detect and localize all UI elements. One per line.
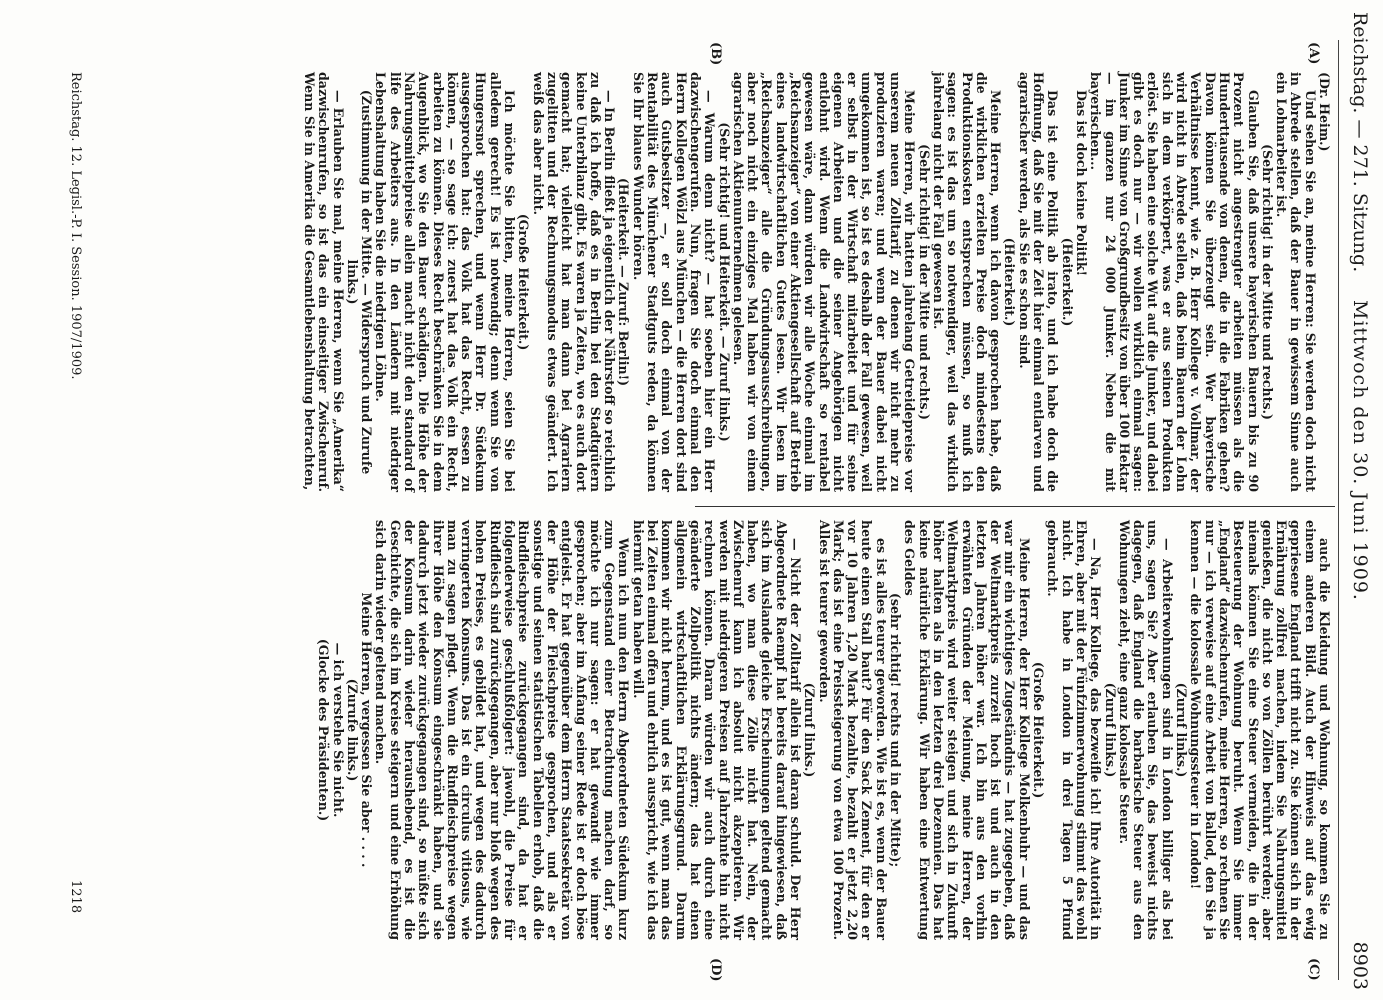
paragraph: (Zurufe links.) [344, 678, 360, 782]
paragraph: — Arbeiterwohnungen sind in London billiger als bei uns, sagen Sie? Aber erlauben Sie, das beweist nichts dagegen, daß England die barbarische Steuer aus den Wohnungen zieht, eine ganz kolossale Steuer. [1116, 520, 1175, 940]
paragraph: (Zuruf links.) [1102, 682, 1118, 778]
paragraph: — Erlauben Sie mal, meine Herren, wenn Sie „Amerika“ dazwischenrufen, so ist das ein einseitiger Zwischenruf. Wenn Sie in Amerika die Gesamtlebenshaltung betrachten, [301, 72, 346, 492]
margin-mark-d: (D) [708, 958, 723, 982]
header-date: Mittwoch den 30. Juni 1909. [1349, 300, 1371, 601]
footer-page-number: 1218 [68, 880, 83, 914]
margin-mark-b: (B) [708, 42, 723, 66]
paragraph: Und sehen Sie an, meine Herren: Sie werden doch nicht in Abrede stellen, daß der Bauer in gewissem Sinne auch ein Lohnarbeiter ist. [1274, 72, 1318, 492]
paragraph: auch die Kleidung und Wohnung, so kommen Sie zu einem anderen Bild. Auch der Hinweis auf das ewig gepriesene England trifft nicht zu. Sie können sich in der Ernährung zollfrei machen, indem Sie Nahrungsmittel genießen, die nicht so von Zöllen berührt werden; aber niemals können Sie eine Steuer vermeiden, die in der Besteuerung der Wohnung beruht. Wenn Sie immer „England“ dazwischenrufen, meine Herren, so rechnen Sie nur — ich verweise auf eine Arbeit von Ballod, den Sie ja kennen — die kolossale Wohnungssteuer in London! [1188, 520, 1332, 940]
paragraph: — In Berlin fließt ja eigentlich der Nährstoff so reichlich zu daß ich hoffe, daß es in Berlin bei den Stadtgütern keine Unterbilanz gibt. Es waren ja Zeiten, wo es auch dort gemacht hat; vielleicht hat man dann bei Agrariern zugelitten und der Rechnungsmodus etwas geändert. Ich weiß das aber nicht. [530, 72, 618, 492]
margin-mark-c: (C) [1306, 958, 1321, 981]
paragraph: (sehr richtig! rechts und in der Mitte); [888, 592, 904, 868]
paragraph: (Glocke des Präsidenten.) [316, 638, 332, 822]
paragraph: — ich verstehe Sie nicht. [330, 642, 346, 818]
page-number: 8903 [1349, 941, 1371, 990]
paragraph: (Große Heiterkeit.) [516, 213, 532, 351]
paragraph: (Heiterkeit. — Zuruf: Berlin!) [616, 177, 632, 387]
paragraph: Ich möchte Sie bitten, meine Herren, seien Sie bei alledem gerecht! Es ist notwendig; denn wenn Sie von Hungersnot sprechen, und wenn Herr Dr. Südekum ausgesprochen hat: das Volk hat das Recht, essen zu können, — so sage ich: zuerst hat das Volk ein Recht, arbeiten zu können. Dieses Recht beschränken Sie in dem Augenblick, wo Sie den Bauer schädigen. Die Höhe der Nahrungsmittelpreise allein macht nicht den standard of life des Arbeiters aus. In den Ländern mit niedriger Lebenshaltung haben Sie die niedrigen Löhne. [373, 72, 518, 492]
paragraph: (Heiterkeit.) [1059, 237, 1075, 327]
paragraph: es ist alles teurer geworden. Wie ist es, wenn der Bauer heute einen Stall baut? Für den Sack Zement, für den er vor 10 Jahren 1,20 Mark bezahlte, bezahlt er jetzt 2,20 Mark; das ist eine Preissteigerung von etwa 100 Prozent. Alles ist teurer geworden. [816, 520, 889, 940]
paragraph: Wenn ich nun den Herrn Abgeordneten Südekum kurz zum Gegenstand einer Betrachtung machen darf, so möchte ich nur sagen: er hat gewandt wie immer gesprochen; aber im Anfang seiner Rede ist er doch böse entgleist. Er hat gegenüber dem Herrn Staatssekretär von der Höhe der Fleischpreise gesprochen, und als er sonstige und seinen statistischen Tabellen erhob, daß die Rindfleischpreise zurückgegangen sind, da hat er folgenderweise geschlußfolgert: jawohl, die Preise für Rindfleisch sind zurückgegangen, aber nur bloß wegen des hohen Preises, es gebildet hat, und wegen des dadurch verringerten Konsums. Das ist ein circulus vitiosus, wie man zu sagen pflegt. Wenn die Rindfleischpreise wegen ihrer Höhe den Konsum eingeschränkt haben, und sie dadurch jetzt wieder zurückgegangen sind, so müßte sich der Konsum darin wieder heraushebend, es ist die Geschichte, die sich im Kreise steigern und eine Erhöhung sich darin wieder geltend machen. [373, 520, 632, 940]
left-column [302, 72, 1331, 492]
paragraph: (Zuruf links.) [1174, 682, 1190, 778]
paragraph: (Heiterkeit.) [1002, 237, 1018, 327]
paragraph: (Sehr richtig! in der Mitte und rechts.) [916, 144, 932, 420]
paragraph: (Große Heiterkeit.) [1031, 661, 1047, 799]
paragraph: Meine Herren, wir hatten jahrelang Getreidepreise vor unserem neuen Zolltarif, zu denen wir nicht mehr zu produzieren waren; und wenn der Bauer dabei nicht umgekommen ist, so ist es deshalb der Fall gewesen, weil er selbst in der Wirtschaft mitarbeitet und für seine eigenen Arbeiten und die seiner Angehörigen nicht entlohnt wird. Wenn die Landwirtschaft so rentabel gewesen wäre, dann würden wir alle Woche einmal im „Reichsanzeiger“ von einer Aktiengesellschaft auf Betrieb eines landwirtschaftlichen Gutes lesen. Wir lesen im „Reichsanzeiger“ alle die Gründungsausschreibungen, aber noch nicht ein einziges Mal haben wir von einem agrarischen Aktienunternehmen gelesen. [730, 72, 918, 492]
paragraph: — Na, Herr Kollege, das bezweifle ich! Ihre Autorität in Ehren, aber mit der Fünfzimmerwohnung stimmt das wohl nicht. Ich habe in London in drei Tagen 5 Pfund gebraucht. [1045, 520, 1104, 940]
paragraph: Meine Herren, wenn ich davon gesprochen habe, daß die wirklichen erzielten Preise doch mindestens den Produktionskosten entsprechen müssen, so muß ich sagen: es ist das um so notwendiger, weil das wirklich jahrelang nicht der Fall gewesen ist. [930, 72, 1004, 492]
paragraph: Meine Herren, der Herr Kollege Molkenbuhr — und das war mir ein wichtiges Zugeständnis — hat zugegeben, daß der Weltmarktpreis zurzeit hoch ist und auch in den letzten Jahren höher war. Ich bin aus den vorhin erwähnten Gründen der Meinung, meine Herren, der Weltmarktpreis wird weiter steigen und sich in Zukunft höher halten als in den letzten drei Dezennien. Das hat keine natürliche Erklärung. Wir haben eine Entwertung des Geldes [902, 520, 1032, 940]
paragraph: Das ist eine Politik ab irato, und ich habe doch die Hoffnung, daß Sie mit der Zeit hier einmal entlarven und agrarischer werden, als Sie es schon sind. [1016, 72, 1061, 492]
paragraph: (Dr. Heim.) [1317, 72, 1332, 152]
right-column [316, 520, 1331, 940]
column-divider [695, 506, 1335, 507]
header-session: Reichstag. — 271. Sitzung. [1349, 12, 1371, 273]
paragraph: (Zuruf links.) [802, 682, 818, 778]
paragraph: (Sehr richtig! in der Mitte und rechts.) [1259, 144, 1275, 420]
margin-mark-a: (A) [1306, 42, 1321, 65]
paragraph: — Nicht der Zolltarif allein ist daran schuld. Der Herr Abgeordnete Raempf hat bereits darauf hingewiesen, daß sich im Auslande gleiche Erscheinungen geltend gemacht haben, wo man diese Zölle nicht hat. Nein, der Zwischenruf kann ich absolut nicht akzeptieren. Wir werden mit niedrigeren Preisen auf Jahrzehnte hin nicht rechnen können. Daran würden wir auch durch eine geänderte Zollpolitik nichts ändern; das hat einen allgemein wirtschaftlichen Erklärungsgrund. Darum kommen wir nicht herum, und es ist gut, wenn man das bei Zeiten einmal offen und ehrlich ausspricht, wie ich das hiermit getan haben will. [630, 520, 804, 940]
paragraph: — Warum denn nicht? — hat soeben hier ein Herr dazwischengerufen. Nun, fragen Sie doch einmal den Herrn Kollegen Wölzl aus München — die Herren dort sind auch Gutsbesitzer —, er soll doch einmal von der Rentabilität des Münchener Stadtguts reden, da können Sie Ihr blaues Wunder hören. [630, 72, 718, 492]
paragraph: (Zustimmung in der Mitte. — Widerspruch und Zurufe links.) [344, 89, 375, 475]
paragraph: Glauben Sie, daß unsere bayerischen Bauern bis zu 90 Prozent nicht angestrengter arbeiten müssen als die Hunderttausende von denen, die in die Fabriken gehen? Davon können Sie überzeugt sein. Wer bayerische Verhältnisse kennt, wie z. B. Herr Kollege v. Vollmar, der wird nicht in Abrede stellen, daß beim Bauern der Lohn sich in dem verkörpert, was er aus seinen Produkten erlöst. Sie haben eine solche Wut auf die Junker, und dabei gibt es doch nur — wir wollen wirklich einmal sagen: Junker im Sinne von Großgrundbesitz von über 100 Hektar — im ganzen nur 24 000 Junker. Neben die mit bayerischen... [1088, 72, 1261, 492]
paragraph: Das ist doch keine Politik! [1073, 90, 1089, 277]
page-header [1341, 0, 1375, 1000]
footer-legislature: Reichstag. 12. Legisl.-P. I. Session. 1907/1909. [68, 72, 83, 380]
paragraph: (Sehr richtig! und Heiterkeit. — Zuruf links.) [716, 122, 732, 442]
paragraph: Meine Herren, vergessen Sie aber . . . . [359, 592, 375, 868]
header-rule [1338, 40, 1339, 980]
